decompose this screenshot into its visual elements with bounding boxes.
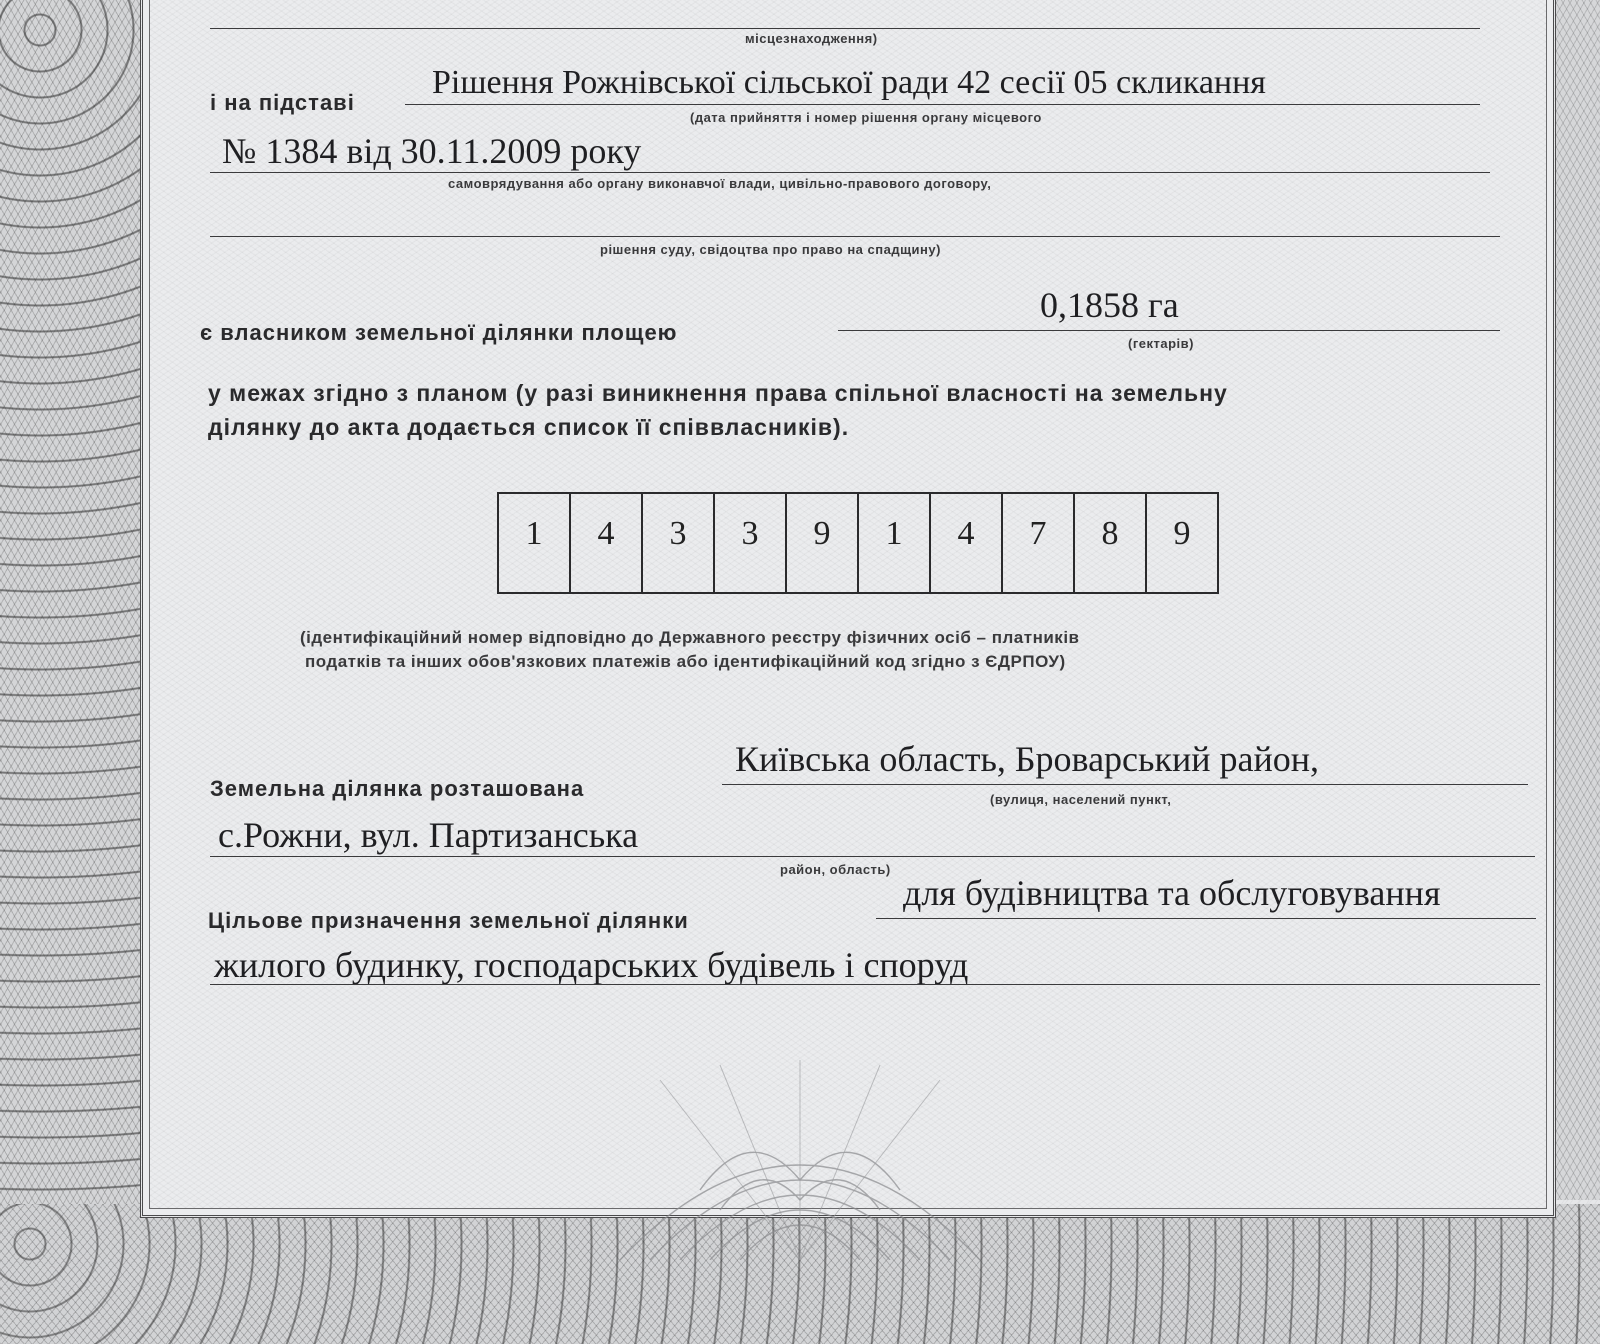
plan-text-line2: ділянку до акта додається список її співвласників). [208,414,850,440]
located-hint-1: (вулиця, населений пункт, [990,792,1172,807]
basis-hint-3: рішення суду, свідоцтва про право на спадщину) [600,242,941,257]
location-hint: місцезнаходження) [745,31,878,46]
located-line-2 [210,856,1535,857]
purpose-line-2 [210,984,1540,985]
area-label: є власником земельної ділянки площею [200,320,678,345]
area-value: 0,1858 га [1040,285,1179,325]
basis-line-3 [210,236,1500,237]
id-digit: 8 [1075,494,1147,592]
basis-line-2 [210,172,1490,173]
basis-value-line2: № 1384 від 30.11.2009 року [222,131,642,171]
purpose-label: Цільове призначення земельної ділянки [208,908,689,933]
id-hint-line1: (ідентифікаційний номер відповідно до Державного реєстру фізичних осіб – платників [300,628,1080,647]
purpose-line-1 [876,918,1536,919]
area-line [838,330,1500,331]
id-digit: 3 [715,494,787,592]
purpose-value-line1: для будівництва та обслуговування [903,873,1441,913]
located-label: Земельна ділянка розташована [210,776,585,801]
id-digit: 1 [499,494,571,592]
id-hint-line2: податків та інших обов'язкових платежів або ідентифікаційний код згідно з ЄДРПОУ) [305,652,1066,671]
id-digit: 7 [1003,494,1075,592]
basis-hint-2: самоврядування або органу виконавчої влади, цивільно-правового договору, [448,176,992,191]
located-value-line1: Київська область, Броварський район, [735,739,1319,779]
purpose-value-line2: жилого будинку, господарських будівель і споруд [214,945,969,985]
id-digit: 1 [859,494,931,592]
watermark-emblem [600,1060,1000,1260]
located-value-line2: с.Рожни, вул. Партизанська [218,815,639,855]
id-digit: 9 [1173,515,1191,552]
located-hint-2: район, область) [780,862,891,877]
located-line-1 [722,784,1528,785]
area-hint: (гектарів) [1128,336,1194,351]
basis-hint-1: (дата прийняття і номер рішення органу місцевого [690,110,1042,125]
id-digit: 4 [931,494,1003,592]
basis-label: і на підставі [210,90,355,115]
id-digit: 3 [643,494,715,592]
plan-text-line1: у межах згідно з планом (у разі виникнення права спільної власності на земельну [208,380,1228,406]
id-digit: 9 [787,494,859,592]
basis-line-1 [405,104,1480,105]
id-number-boxes [497,492,1219,594]
id-digit: 4 [571,494,643,592]
basis-value-line1: Рішення Рожнівської сільської ради 42 сесії 05 скликання [432,64,1266,101]
guilloche-border-left [0,0,140,1300]
location-line [210,28,1480,29]
